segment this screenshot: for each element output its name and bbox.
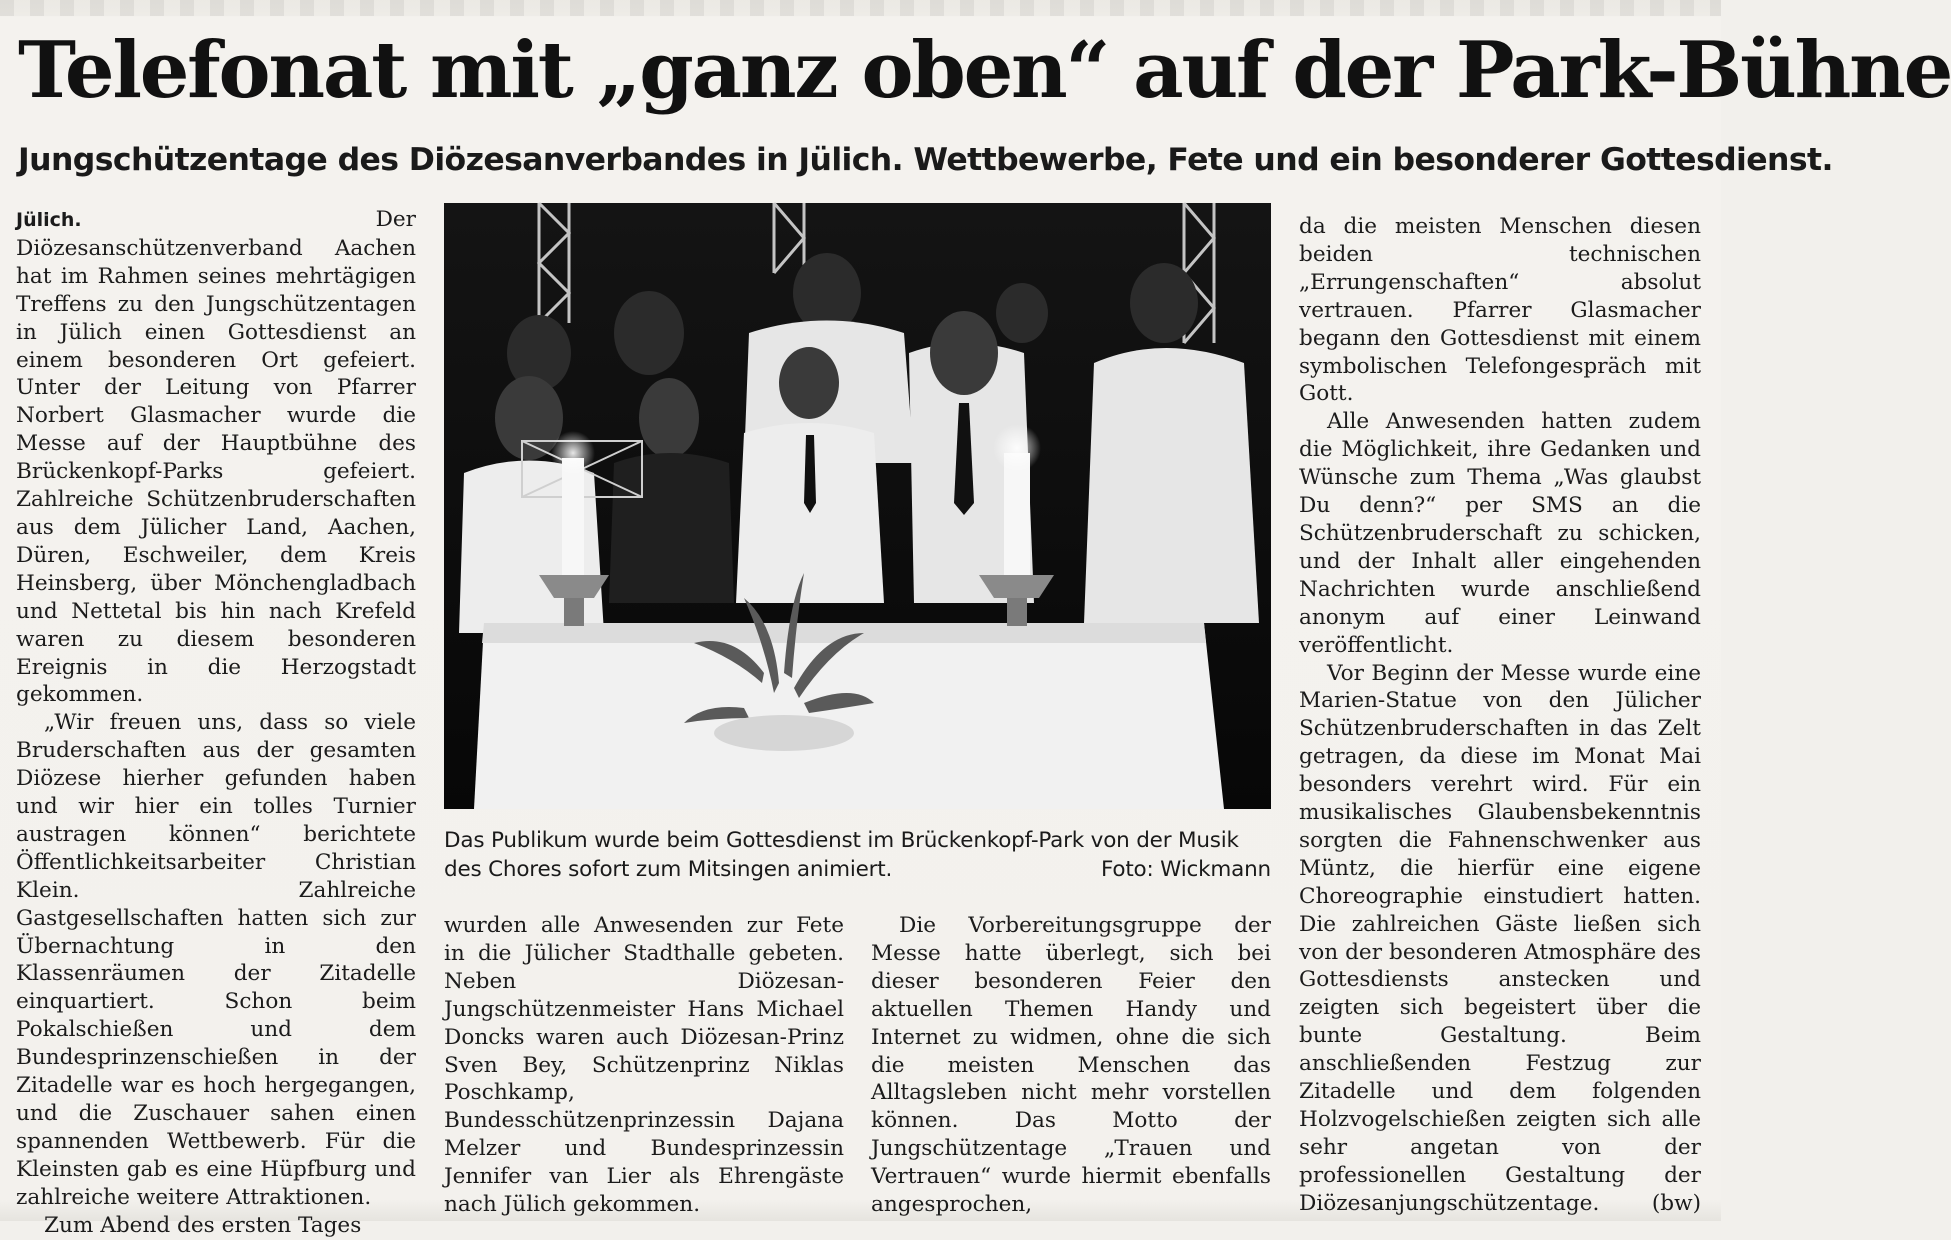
article-photo [444,203,1271,809]
headline: Telefonat mit „ganz oben“ auf der Park-Bühne [18,25,1951,116]
paragraph-2: „Wir freuen uns, dass so viele Bruderschaften aus der gesamten Diözese hierher gefunden haben und wir hier ein tolles Turnier austragen können“ berichtete Öffentlichkeitsarbeiter Christian Klein. Zahlreiche Gastgesellschaften hatten sich zur Übernachtung in den Klassenräumen der Zitadelle einquartiert. Schon beim Pokalschießen und dem Bundesprinzenschießen in der Zitadelle war es hoch hergegangen, und die Zuschauer sahen einen spannenden Wettbewerb. Für die Kleinsten gab es eine Hüpfburg und zahlreiche weitere Attraktionen. [16,710,416,1210]
article-column-2 [444,912,844,1219]
paragraph-3-continued: wurden alle Anwesenden zur Fete in die Jülicher Stadthalle gebeten. Neben Diözesan-Jungschützenmeister Hans Michael Doncks waren auch Diözesan-Prinz Sven Bey, Schützenprinz Niklas Poschkamp, Bundesschützenprinzessin Dajana Melzer und Bundesprinzessin Jennifer van Lier als Ehrengäste nach Jülich gekommen. [444,913,844,1218]
caption-text: Das Publikum wurde beim Gottesdienst im Brückenkopf-Park von der Musik des Chores sofort zum Mitsingen animiert. [444,828,1239,882]
author-signature: (bw) [1651,1190,1701,1216]
photo-caption [444,826,1271,884]
paragraph-1 [16,206,416,709]
dateline: Jülich. [16,209,82,231]
article-column-1 [16,206,416,1240]
subhead-bold: Jungschützentage [18,142,328,178]
subhead-rest: des Diözesanverbandes in Jülich. Wettbewerbe, Fete und ein besonderer Gottesdienst. [327,142,1833,178]
paragraph-4-continued: da die meisten Menschen diesen beiden technischen „Errungenschaften“ absolut vertrauen. Pfarrer Glasmacher begann den Gottesdienst mit einem symbolischen Telefongespräch mit Gott. [1299,214,1701,407]
paragraph-5: Alle Anwesenden hatten zudem die Möglichkeit, ihre Gedanken und Wünsche zum Thema „Was glaubst Du denn?“ per SMS an die Schützenbruderschaft zu schicken, und der Inhalt aller eingehenden Nachrichten wurde anschließend anonym auf einer Leinwand veröffentlicht. [1299,409,1701,658]
choir-photo-illustration [444,203,1271,809]
paragraph-1-text: Der Diözesanschützenverband Aachen hat im Rahmen seines mehrtägigen Treffens zu den Jungschützentagen in Jülich einen Gottesdienst an einem besonderen Ort gefeiert. Unter der Leitung von Pfarrer Norbert Glasmacher wurde die Messe auf der Hauptbühne des Brückenkopf-Parks gefeiert. Zahlreiche Schützenbruderschaften aus dem Jülicher Land, Aachen, Düren, Eschweiler, dem Kreis Heinsberg, über Mönchengladbach und Nettetal bis hin nach Krefeld waren zu diesem besonderen Ereignis in die Herzogstadt gekommen. [16,207,416,708]
previous-article-strip [0,0,1721,16]
paragraph-3-start: Zum Abend des ersten Tages [44,1212,362,1238]
photo-credit: Foto: Wickmann [1100,857,1271,882]
article-column-4 [1299,213,1701,1218]
subheadline [18,137,1833,183]
paragraph-6-text: Vor Beginn der Messe wurde eine Marien-Statue von den Jülicher Schützenbruderschaften in das Zelt getragen, da diese im Monat Mai besonders verehrt wird. Für ein musikalisches Glaubensbekenntnis sorgten die Fahnenschwenker aus Müntz, die hierfür eine eigene Choreographie einstudiert hatten. Die zahlreichen Gäste ließen sich von der besonderen Atmosphäre des Gottesdiensts anstecken und zeigten sich begeistert über die bunte Gestaltung. Beim anschließenden Festzug zur Zitadelle und dem folgenden Holzvogelschießen zeigten sich alle sehr angetan von der professionellen Gestaltung der Diözesanjungschützentage. [1299,660,1701,1216]
paragraph-6 [1299,660,1701,1218]
paragraph-4: Die Vorbereitungsgruppe der Messe hatte überlegt, sich bei dieser besonderen Feier den aktuellen Themen Handy und Internet zu widmen, ohne die sich die meisten Menschen das Alltagsleben nicht mehr vorstellen können. Das Motto der Jungschützentage „Trauen und Vertrauen“ wurde hiermit ebenfalls angesprochen, [871,913,1271,1218]
article-column-3 [871,912,1271,1219]
